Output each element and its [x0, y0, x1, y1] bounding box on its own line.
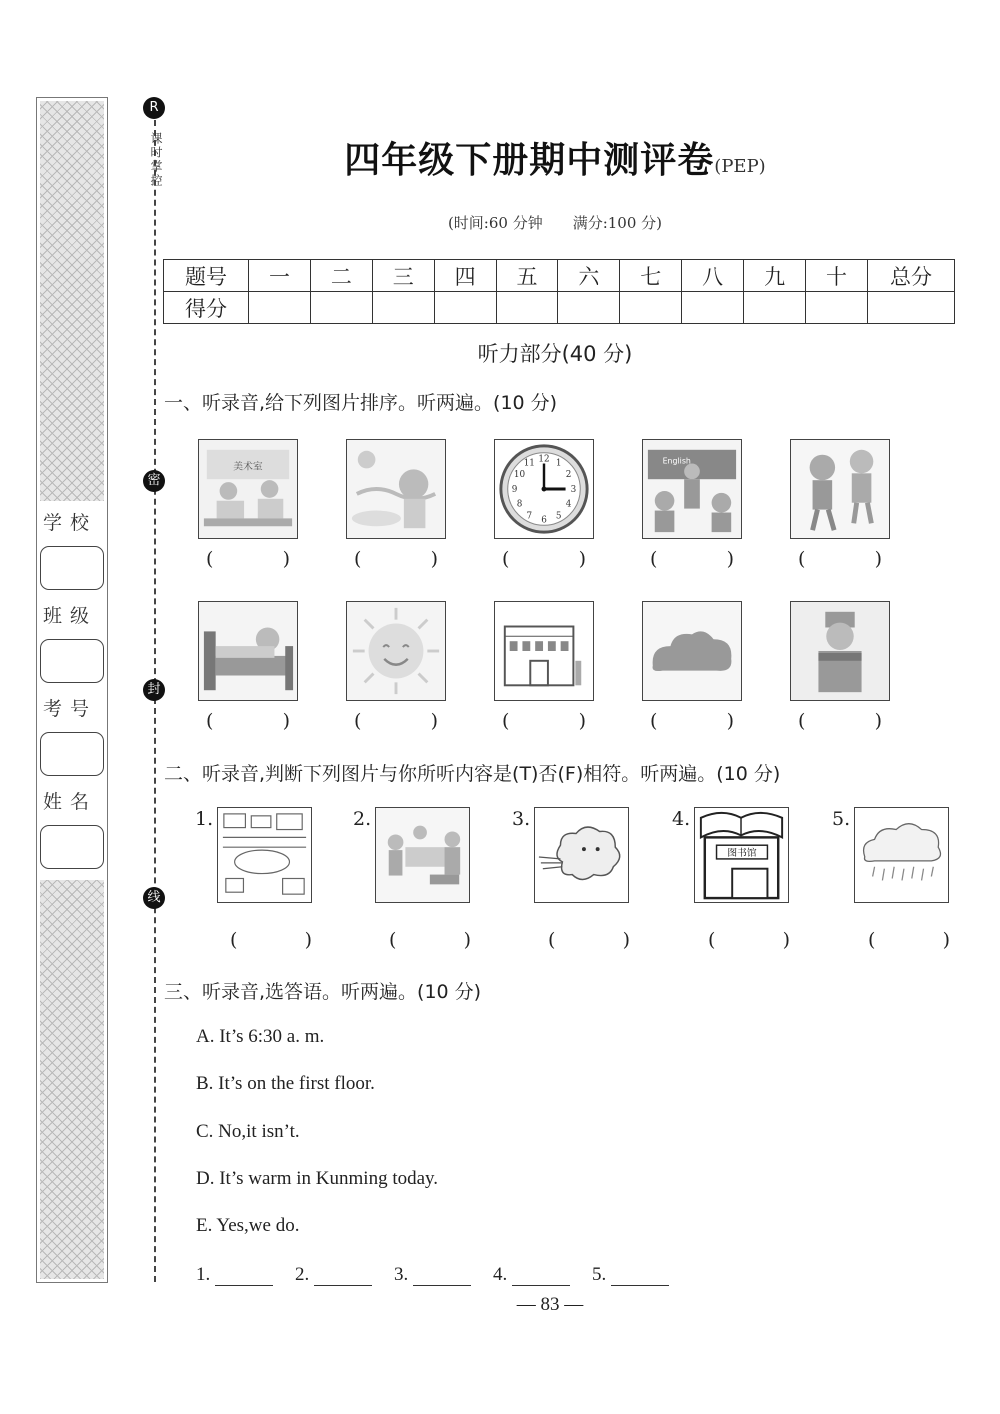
- exam-number-field[interactable]: [40, 732, 104, 776]
- score-cell[interactable]: [806, 292, 868, 324]
- art-room-picture: [198, 439, 298, 539]
- windy-cloud-picture: [534, 807, 629, 903]
- option-e: E. Yes,we do.: [196, 1215, 300, 1236]
- answer-paren[interactable]: ( ): [354, 548, 438, 570]
- answer-paren[interactable]: ( ): [502, 548, 586, 570]
- header-cell: 六: [558, 260, 620, 292]
- registered-mark: R: [143, 97, 165, 119]
- tf-answer-paren[interactable]: ( ): [868, 929, 950, 951]
- cold-boy-picture: [790, 601, 890, 701]
- score-cell[interactable]: [434, 292, 496, 324]
- bed-sleeping-picture: [198, 601, 298, 701]
- seal-mark-feng: 封: [143, 679, 165, 701]
- answer-item: 5.: [592, 1264, 669, 1286]
- answer-item: 2.: [295, 1264, 372, 1286]
- score-header-row: [164, 260, 955, 292]
- cut-line: [154, 120, 156, 1282]
- title-sub: (PEP): [714, 156, 766, 177]
- school-field[interactable]: [40, 546, 104, 590]
- score-cell[interactable]: [868, 292, 955, 324]
- art-room-sign: 美术室: [233, 461, 263, 473]
- tf-answer-paren[interactable]: ( ): [230, 929, 312, 951]
- clock-number: 4: [565, 499, 572, 510]
- answer-paren[interactable]: ( ): [354, 710, 438, 732]
- answer-paren[interactable]: ( ): [206, 710, 290, 732]
- clock-number: 8: [516, 499, 523, 510]
- header-cell: 一: [249, 260, 311, 292]
- score-row-label: 得分: [164, 292, 249, 324]
- exam-number-label: 考号: [42, 698, 97, 720]
- answer-paren[interactable]: ( ): [650, 548, 734, 570]
- header-cell: 五: [496, 260, 558, 292]
- score-cell[interactable]: [372, 292, 434, 324]
- clock-number: 5: [555, 511, 562, 522]
- header-cell: 七: [620, 260, 682, 292]
- rainy-picture: [854, 807, 949, 903]
- item-number: 4.: [672, 808, 691, 830]
- answer-item: 4.: [493, 1264, 570, 1286]
- tf-answer-paren[interactable]: ( ): [548, 929, 630, 951]
- header-cell: 总分: [868, 260, 955, 292]
- answer-paren[interactable]: ( ): [650, 710, 734, 732]
- header-cell: 九: [744, 260, 806, 292]
- clock-number: 6: [541, 515, 547, 526]
- score-cell[interactable]: [558, 292, 620, 324]
- answer-paren[interactable]: ( ): [798, 548, 882, 570]
- option-c: C. No,it isn’t.: [196, 1121, 300, 1142]
- clock-number: 11: [523, 458, 535, 469]
- section2-title: 二、听录音,判断下列图片与你所听内容是(T)否(F)相符。听两遍。(10 分): [164, 763, 781, 785]
- decorative-pattern-bottom: [40, 880, 104, 1279]
- sunny-picture: [346, 601, 446, 701]
- score-row: [164, 292, 955, 324]
- score-cell[interactable]: [310, 292, 372, 324]
- item-number: 2.: [353, 808, 372, 830]
- clock-number: 9: [511, 484, 518, 495]
- header-cell: 三: [372, 260, 434, 292]
- option-a: A. It’s 6:30 a. m.: [196, 1026, 325, 1047]
- header-cell: 八: [682, 260, 744, 292]
- class-label: 班级: [42, 605, 97, 627]
- time-info: (时间:60 分钟 满分:100 分): [447, 214, 663, 232]
- answer-item: 3.: [394, 1264, 471, 1286]
- school-map-picture: [217, 807, 312, 903]
- windy-girl-picture: [346, 439, 446, 539]
- library-picture: [694, 807, 789, 903]
- brand-text: 课时掌控: [149, 132, 163, 188]
- page-number: — 83 —: [516, 1294, 584, 1315]
- clock-number: 7: [526, 511, 533, 522]
- answer-paren[interactable]: ( ): [798, 710, 882, 732]
- answer-blank[interactable]: [314, 1267, 372, 1286]
- option-d: D. It’s warm in Kunming today.: [196, 1168, 439, 1189]
- section3-title: 三、听录音,选答语。听两遍。(10 分): [164, 981, 482, 1003]
- page-title: [160, 132, 950, 183]
- header-cell: 四: [434, 260, 496, 292]
- score-cell[interactable]: [744, 292, 806, 324]
- tf-answer-paren[interactable]: ( ): [708, 929, 790, 951]
- clock-number: 10: [513, 470, 526, 481]
- section1-title: 一、听录音,给下列图片排序。听两遍。(10 分): [164, 392, 558, 414]
- seal-mark-mi: 密: [143, 470, 165, 492]
- cloudy-picture: [642, 601, 742, 701]
- score-cell[interactable]: [682, 292, 744, 324]
- binding-strip: [36, 97, 108, 1283]
- decorative-pattern-top: [40, 101, 104, 501]
- answer-blank[interactable]: [512, 1267, 570, 1286]
- english-class-picture: [642, 439, 742, 539]
- item-number: 1.: [195, 808, 214, 830]
- clock-number: 12: [538, 454, 550, 465]
- score-cell[interactable]: [620, 292, 682, 324]
- answer-paren[interactable]: ( ): [206, 548, 290, 570]
- clock-number: 2: [565, 470, 572, 481]
- name-label: 姓名: [42, 791, 97, 813]
- score-table: [163, 259, 955, 324]
- school-label: 学校: [42, 512, 97, 534]
- library-sign: 图书馆: [727, 847, 757, 859]
- clock-number: 1: [555, 458, 562, 469]
- school-building-picture: [494, 601, 594, 701]
- clock-number: 3: [570, 484, 577, 495]
- option-b: B. It’s on the first floor.: [196, 1073, 375, 1094]
- header-cell: 题号: [164, 260, 249, 292]
- score-cell[interactable]: [249, 292, 311, 324]
- clock-picture: [494, 439, 594, 539]
- header-cell: 二: [310, 260, 372, 292]
- board-text: English: [662, 456, 691, 466]
- score-cell[interactable]: [496, 292, 558, 324]
- item-number: 3.: [512, 808, 531, 830]
- header-cell: 十: [806, 260, 868, 292]
- seal-mark-xian: 线: [143, 887, 165, 909]
- tf-answer-paren[interactable]: ( ): [389, 929, 471, 951]
- answer-blank[interactable]: [413, 1267, 471, 1286]
- name-field[interactable]: [40, 825, 104, 869]
- item-number: 5.: [832, 808, 851, 830]
- answer-blank[interactable]: [611, 1267, 669, 1286]
- answer-blanks: [196, 1264, 669, 1286]
- title-main: 四年级下册期中测评卷: [344, 139, 715, 181]
- answer-blank[interactable]: [215, 1267, 273, 1286]
- listening-part-heading: 听力部分(40 分): [477, 342, 633, 366]
- answer-item: 1.: [196, 1264, 273, 1286]
- children-walking-picture: [790, 439, 890, 539]
- computer-room-picture: [375, 807, 470, 903]
- answer-paren[interactable]: ( ): [502, 710, 586, 732]
- class-field[interactable]: [40, 639, 104, 683]
